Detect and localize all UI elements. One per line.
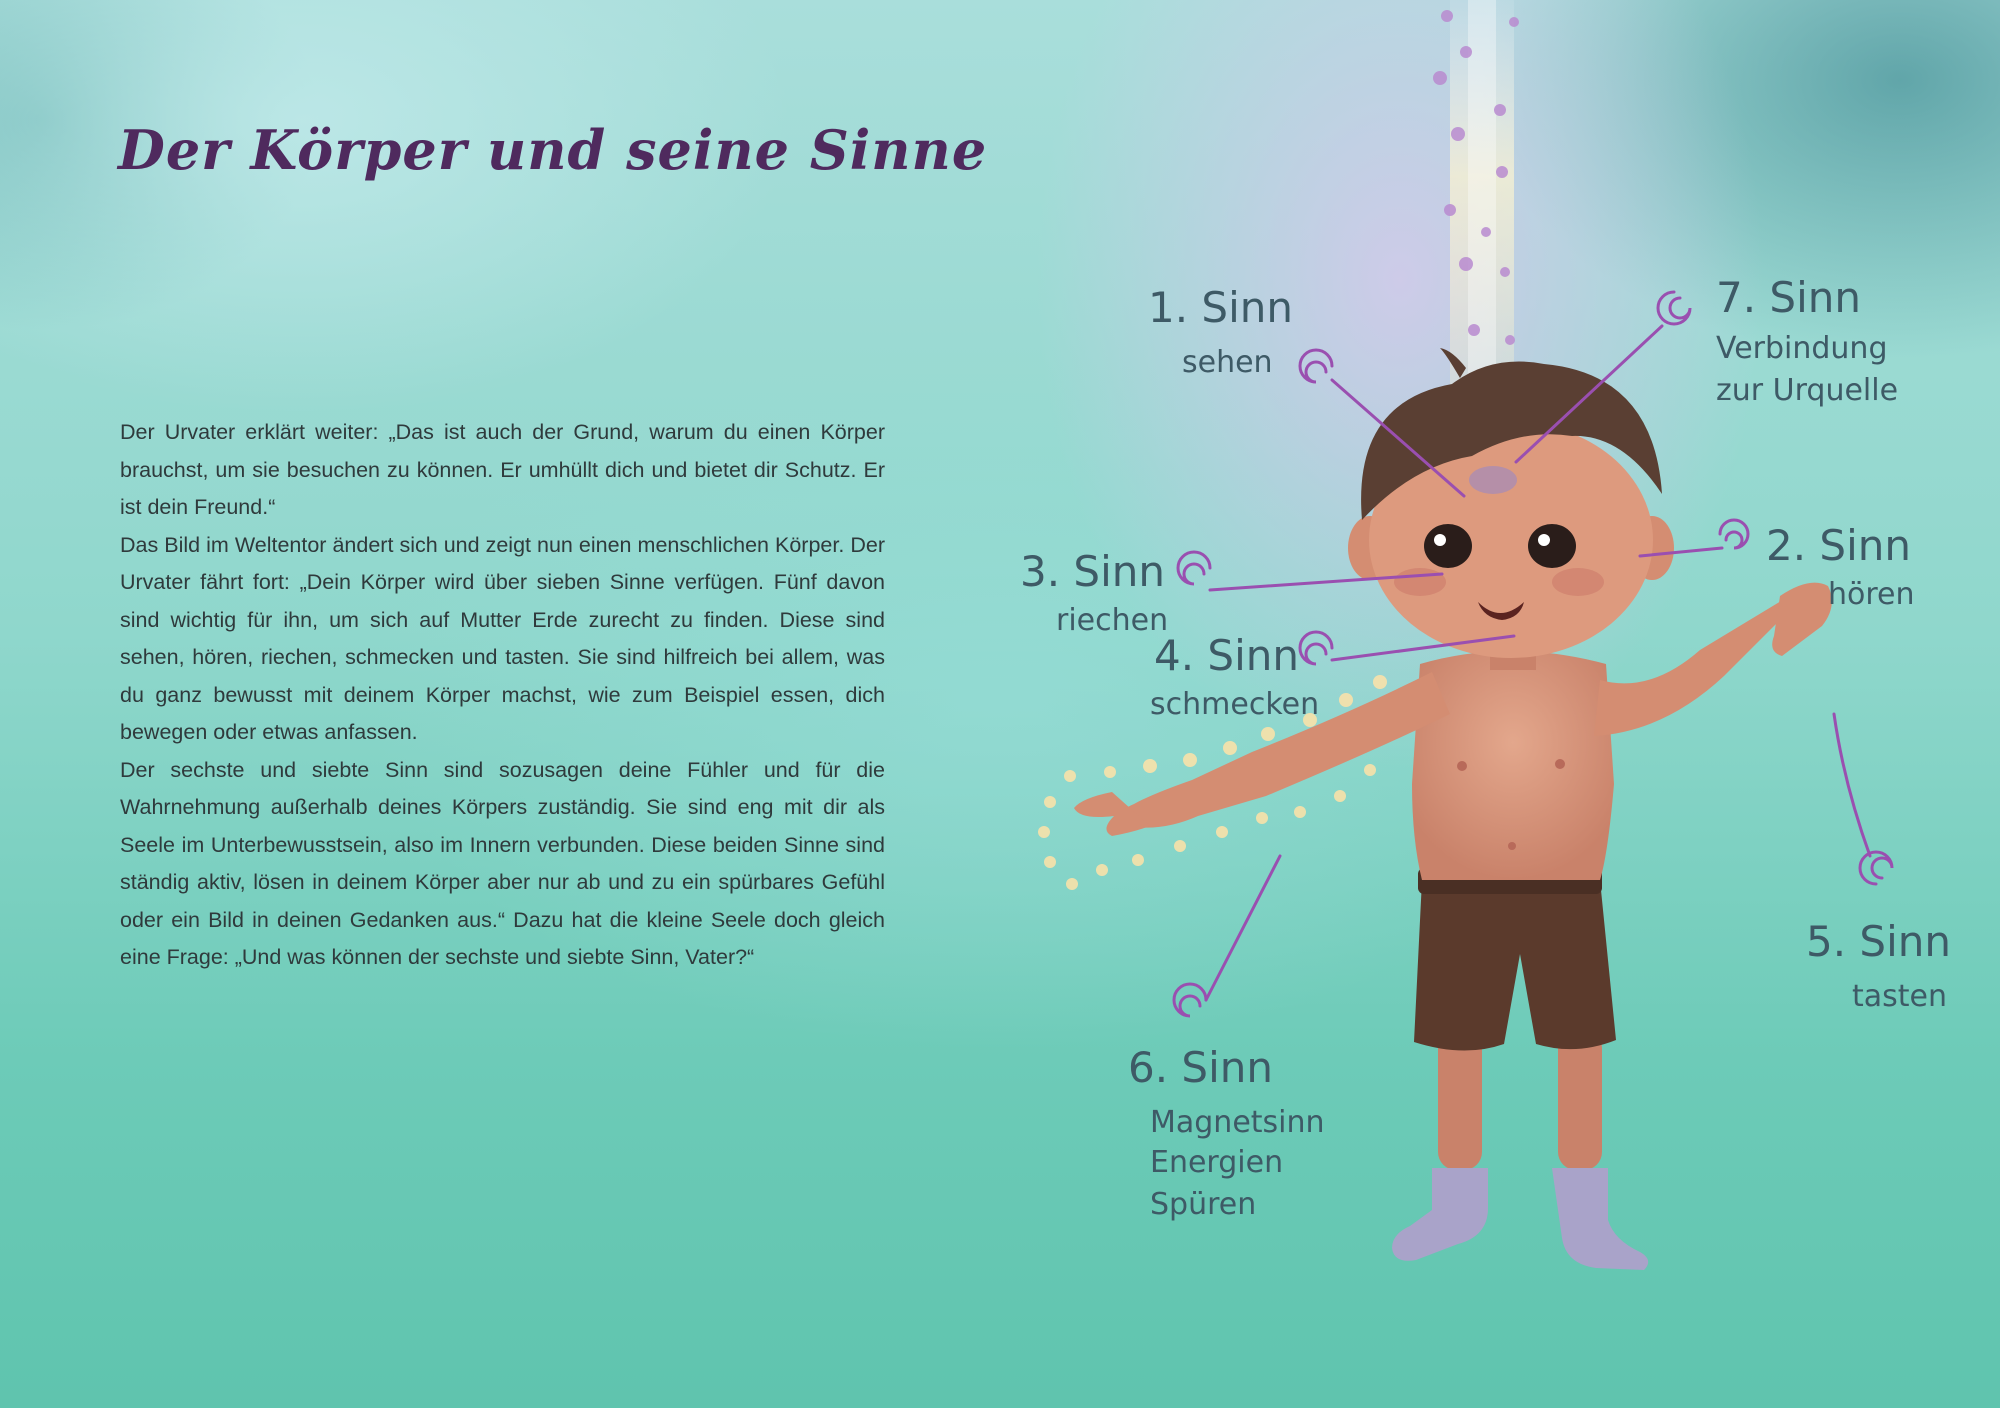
sense-label-1 — [1148, 283, 1293, 380]
sense-5-text: tasten — [1852, 979, 1948, 1014]
sense-label-3 — [1020, 547, 1168, 638]
pointer-6 — [1206, 856, 1280, 1000]
sense-label-5 — [1806, 917, 1951, 1014]
third-eye — [1469, 466, 1517, 494]
sense-6-text-2: Energien — [1150, 1145, 1284, 1180]
page-title: Der Körper und seine Sinne — [118, 118, 988, 182]
sense-3-label: 3. Sinn — [1020, 547, 1165, 596]
left-sock — [1392, 1168, 1488, 1261]
sense-6-text-1: Magnetsinn — [1150, 1105, 1325, 1140]
right-arm — [1594, 595, 1794, 736]
sense-6-text-3: Spüren — [1150, 1187, 1257, 1222]
sense-1-label: 1. Sinn — [1148, 283, 1293, 332]
sense-4-text: schmecken — [1150, 687, 1320, 722]
sense-7-label: 7. Sinn — [1716, 273, 1861, 322]
sense-1-text: sehen — [1182, 345, 1273, 380]
paragraph-2: Das Bild im Weltentor ändert sich und zeigt nun einen menschlichen Körper. Der Urvater fährt fort: „Dein Körper wird über sieben Sinne verfügen. Fünf davon sind wichtig für ihn, um sich auf Mutter Erde zurecht zu finden. Diese sind sehen, hören, riechen, schmecken und tasten. Sie sind hilfreich bei allem, was du ganz bewusst mit deinem Körper machst, wie zum Beispiel essen, dich bewegen oder etwas anfassen. — [120, 532, 885, 744]
shorts — [1414, 880, 1616, 1051]
paragraph-1: Der Urvater erklärt weiter: „Das ist auch der Grund, warum du einen Körper brauchst, um sie besuchen zu können. Er umhüllt dich und bietet dir Schutz. Er ist dein Freund.“ — [120, 420, 885, 519]
sense-3-text: riechen — [1056, 603, 1169, 638]
sense-label-6 — [1128, 1043, 1325, 1222]
sense-2-text: hören — [1828, 577, 1915, 612]
pointer-5 — [1834, 714, 1870, 856]
sense-4-label: 4. Sinn — [1154, 631, 1299, 680]
sense-label-4 — [1150, 631, 1319, 722]
sense-5-label: 5. Sinn — [1806, 917, 1951, 966]
sense-7-text-1: Verbindung — [1716, 331, 1888, 366]
sense-7-text-2: zur Urquelle — [1716, 373, 1899, 408]
paragraph-3: Der sechste und siebte Sinn sind sozusagen deine Fühler und für die Wahrnehmung außerhalb deines Körpers zuständig. Sie sind eng mit dir als Seele im Unterbewusstsein, also im Innern verbunden. Diese beiden Sinne sind ständig aktiv, lösen in deinem Körper aber nur ab und zu ein spürbares Gefühl oder ein Bild in deinen Gedanken aus.“ Dazu hat die kleine Seele doch gleich eine Frage: „Und was können der sechste und siebte Sinn, Vater?“ — [120, 757, 885, 969]
sense-6-label: 6. Sinn — [1128, 1043, 1273, 1092]
right-sock — [1552, 1168, 1648, 1270]
sense-2-label: 2. Sinn — [1766, 521, 1911, 570]
sense-label-7 — [1716, 273, 1898, 408]
